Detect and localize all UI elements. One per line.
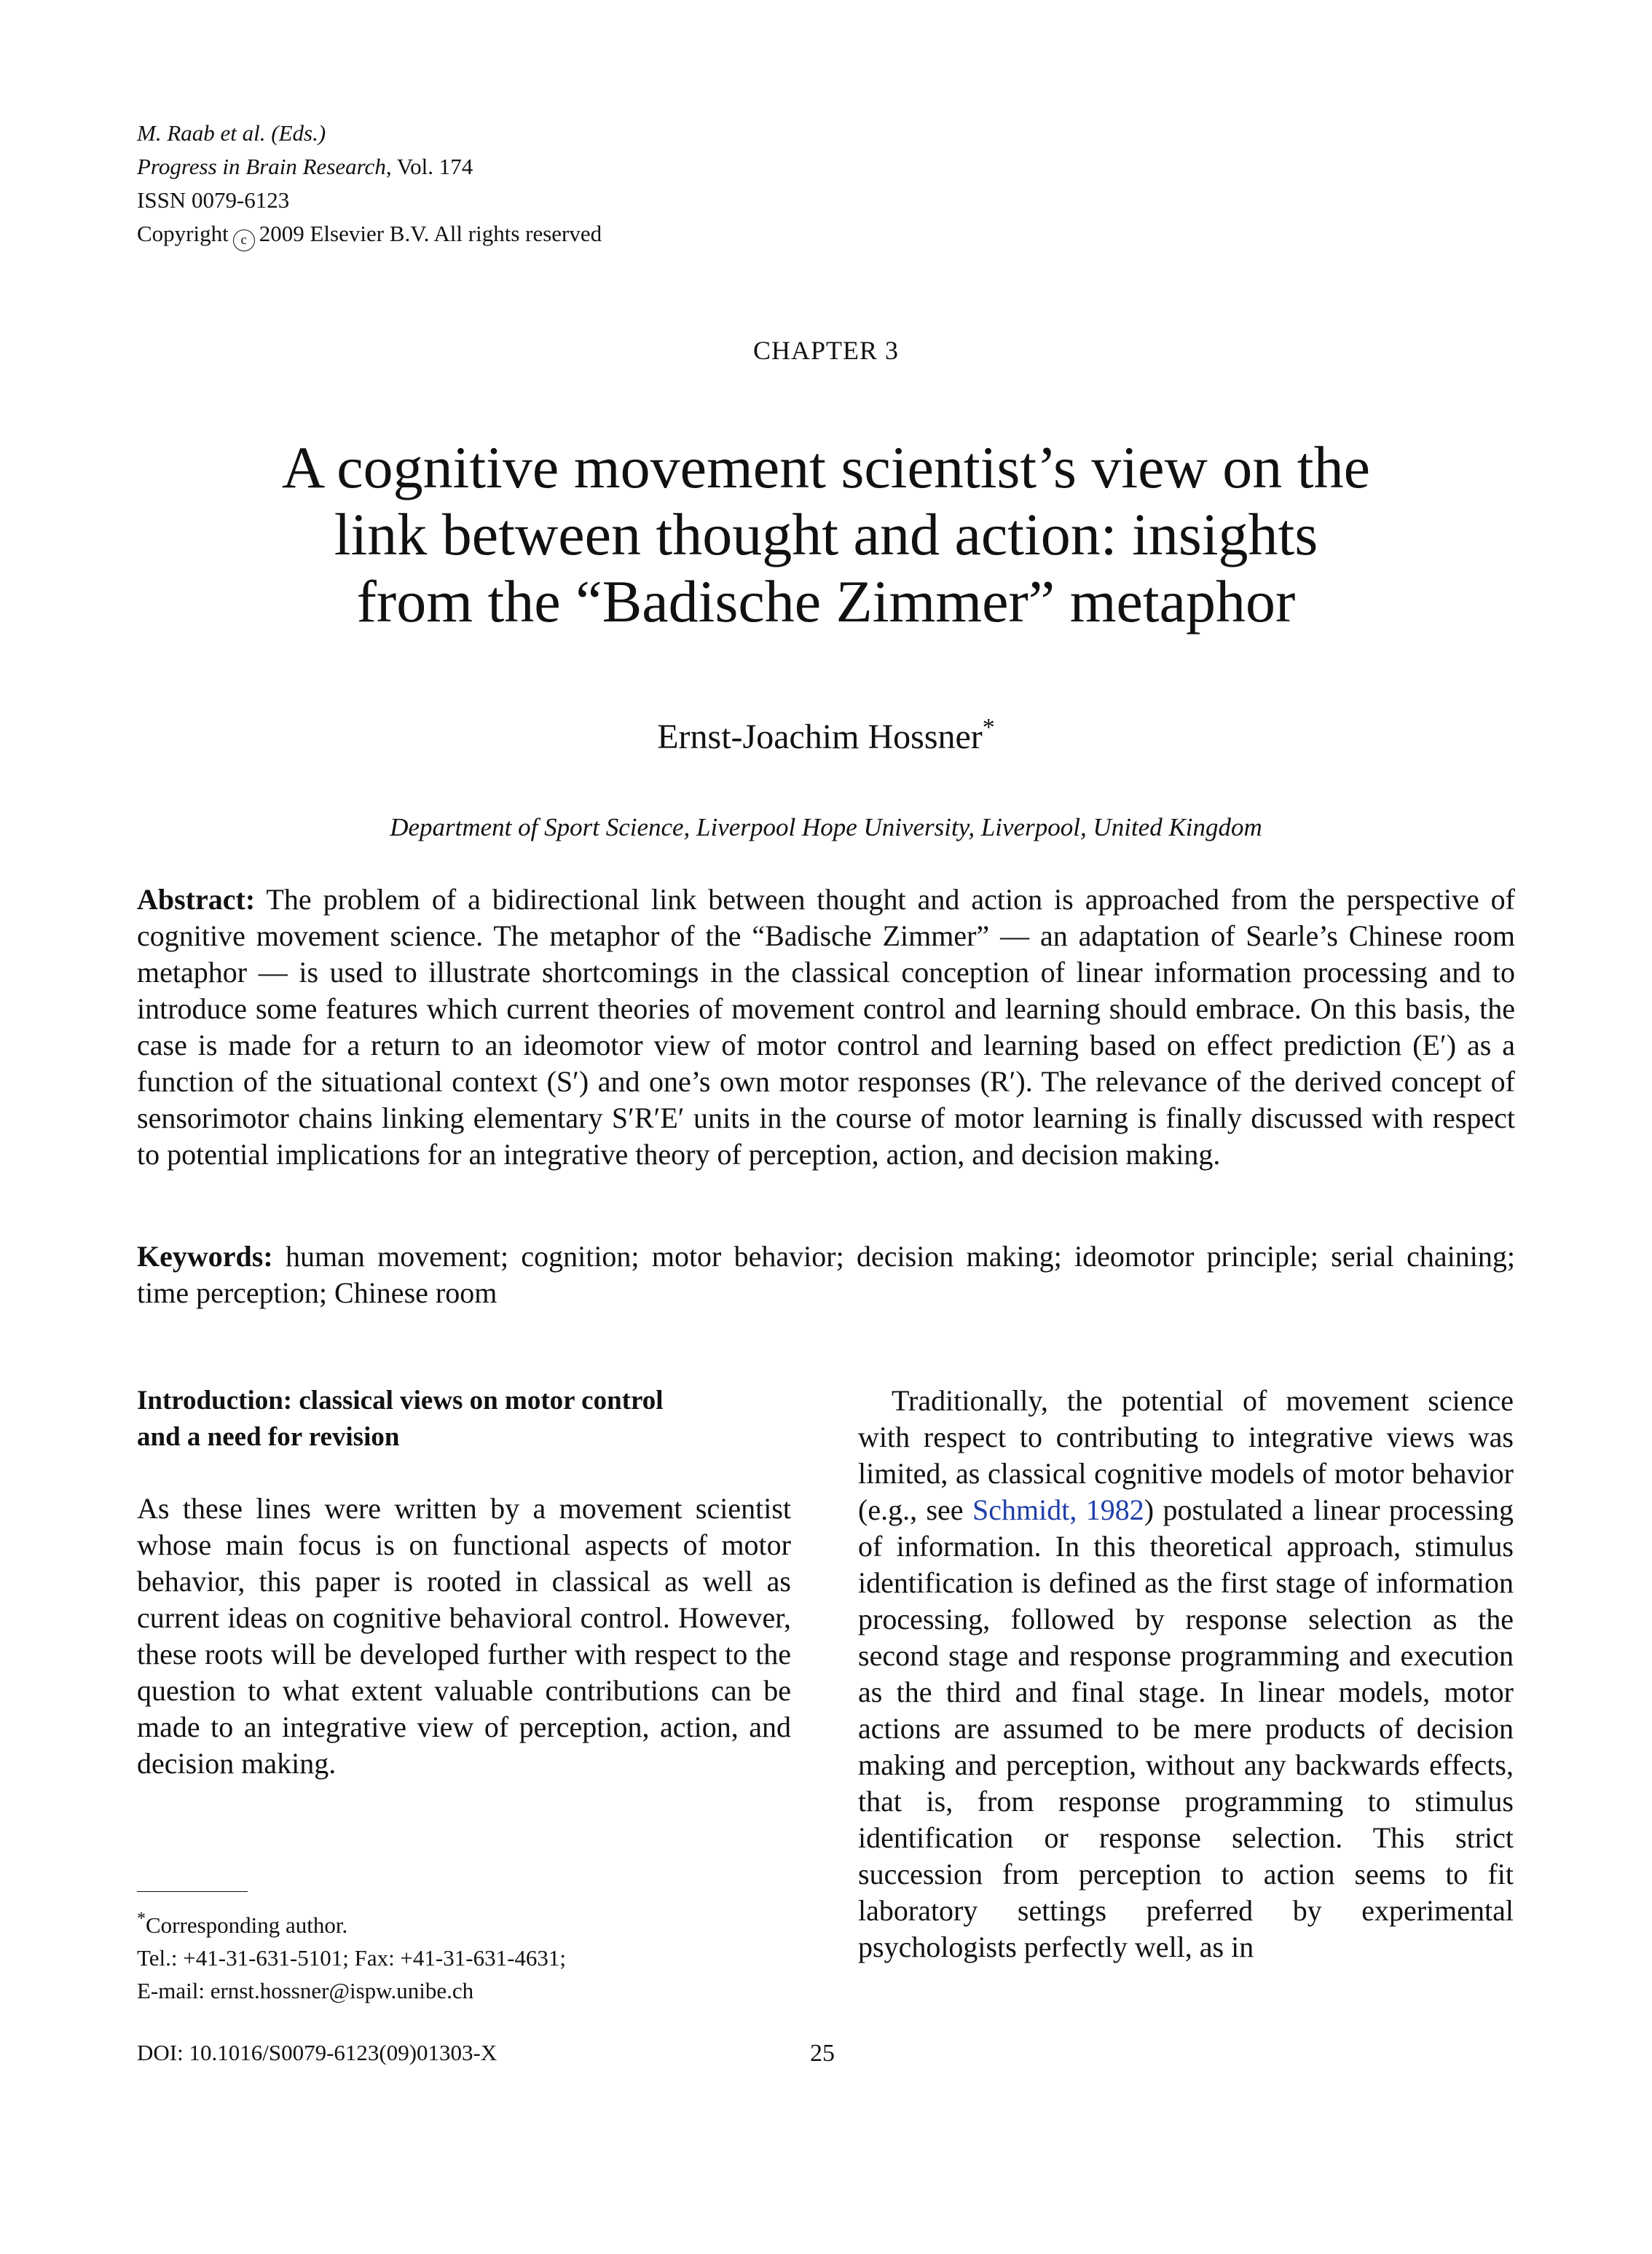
affiliation: Department of Sport Science, Liverpool Hope University, Liverpool, United Kingdom — [390, 813, 1262, 841]
section-heading-line-2: and a need for revision — [137, 1422, 400, 1452]
keywords — [137, 1238, 1515, 1311]
copyright-text: 2009 Elsevier B.V. All rights reserved — [259, 221, 602, 246]
issn: ISSN 0079-6123 — [137, 187, 290, 213]
copyright-icon: c — [233, 229, 255, 251]
footnote-mark: * — [137, 1909, 146, 1928]
publication-metadata — [137, 117, 602, 251]
footnote-corresponding — [137, 1903, 566, 1941]
paragraph-text-start: Traditionally, the potential of movement science with respect to contributing to integrative views was limited, as classical cognitive models of motor behavior (e.g., see — [858, 1384, 1514, 1526]
editors: M. Raab et al. (Eds.) — [137, 120, 326, 146]
abstract-label: Abstract: — [137, 883, 256, 916]
chapter-title — [117, 434, 1535, 635]
series-line — [137, 150, 602, 184]
footnote-email: E-mail: ernst.hossner@ispw.unibe.ch — [137, 1978, 474, 2003]
footnote-divider — [137, 1891, 248, 1892]
intro-paragraph: As these lines were written by a movement scientist whose main focus is on functional aspects of motor behavior, this paper is rooted in classical as well as current ideas on cognitive behavioral control. However, these roots will be developed further with respect to the question to what extent valuable contributions can be made to an integrative view of perception, action, and decision making. — [137, 1492, 791, 1780]
author — [0, 714, 1652, 757]
abstract — [137, 881, 1515, 1173]
keywords-text: human movement; cognition; motor behavior; decision making; ideomotor principle; serial chaining; time perception; Chinese room — [137, 1240, 1516, 1309]
volume: , Vol. 174 — [385, 154, 473, 179]
copyright-prefix: Copyright — [137, 221, 229, 246]
corresponding-author: Corresponding author. — [146, 1912, 348, 1938]
abstract-text: The problem of a bidirectional link between thought and action is approached from the perspective of cognitive movement science. The metaphor of the “Badische Zimmer” — an adaptation of Searle’s Chinese room metaphor — is used to illustrate shortcomings in the classical conception of linear information processing and to introduce some features which current theories of movement control and learning should embrace. On this basis, the case is made for a return to an ideomotor view of motor control and learning based on effect prediction (E′) as a function of the situational context (S′) and one’s own motor responses (R′). The relevance of the derived concept of sensorimotor chains linking elementary S′R′E′ units in the course of motor learning is finally discussed with respect to potential implications for an integrative theory of perception, action, and decision making. — [137, 883, 1515, 1171]
section-heading — [137, 1383, 791, 1456]
footnote-phone: Tel.: +41-31-631-5101; Fax: +41-31-631-4631; — [137, 1945, 566, 1971]
footnote — [137, 1903, 566, 2007]
traditional-models-paragraph — [858, 1383, 1514, 1966]
doi: DOI: 10.1016/S0079-6123(09)01303-X — [137, 2040, 497, 2065]
paragraph-text-end: ) postulated a linear processing of information. In this theoretical approach, stimulus identification is defined as the first stage of information processing, followed by response selection as the second stage and response programming and execution as the third and final stage. In linear models, motor actions are assumed to be mere products of decision making and perception, without any backwards effects, that is, from response programming to stimulus identification or response selection. This strict succession from perception to action seems to fit laboratory settings preferred by experimental psychologists perfectly well, as in — [858, 1493, 1514, 1963]
copyright-line — [137, 217, 602, 251]
citation-link[interactable]: Schmidt, 1982 — [972, 1493, 1144, 1526]
section-heading-line-1: Introduction: classical views on motor control — [137, 1386, 664, 1415]
chapter-label: CHAPTER 3 — [752, 336, 900, 365]
author-footnote-mark: * — [982, 714, 995, 741]
title-line-1: A cognitive movement scientist’s view on the — [282, 434, 1370, 500]
page-number: 25 — [810, 2040, 835, 2067]
series-name: Progress in Brain Research — [137, 154, 386, 179]
right-column — [858, 1383, 1514, 1966]
author-name: Ernst-Joachim Hossner — [657, 718, 983, 756]
title-line-3: from the “Badische Zimmer” metaphor — [356, 568, 1296, 635]
left-column — [137, 1383, 791, 1782]
title-line-2: link between thought and action: insights — [334, 501, 1318, 568]
keywords-label: Keywords: — [137, 1240, 273, 1273]
